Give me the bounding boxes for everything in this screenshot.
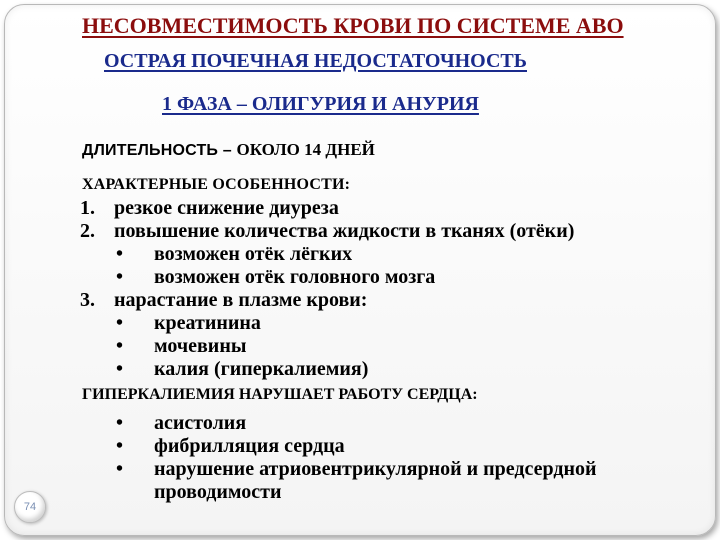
- bullet-icon: •: [116, 243, 124, 265]
- bullet-item: [116, 312, 261, 334]
- bullet-icon: •: [116, 458, 124, 480]
- bullet-item: [116, 412, 246, 434]
- bullet-text: нарушение атриовентрикулярной и предсердной: [154, 458, 597, 480]
- duration-line: [82, 140, 375, 160]
- page-number: 74: [23, 501, 37, 513]
- bullet-text: асистолия: [154, 412, 247, 434]
- bullet-item: [116, 335, 246, 357]
- duration-label: ДЛИТЕЛЬНОСТЬ –: [82, 142, 237, 159]
- bullet-text: фибрилляция сердца: [154, 435, 345, 457]
- phase-heading: 1 ФАЗА – ОЛИГУРИЯ И АНУРИЯ: [162, 93, 479, 115]
- slide-title: НЕСОВМЕСТИМОСТЬ КРОВИ ПО СИСТЕМЕ АВО: [82, 13, 624, 38]
- bullet-icon: •: [116, 435, 124, 457]
- list-number: 3.: [80, 289, 95, 311]
- bullet-text: мочевины: [154, 335, 247, 357]
- bullet-item: [116, 358, 368, 380]
- bullet-item: [116, 243, 352, 265]
- hyperkalemia-heading: ГИПЕРКАЛИЕМИЯ НАРУШАЕТ РАБОТУ СЕРДЦА:: [82, 386, 478, 403]
- list-item-text: повышение количества жидкости в тканях (отёки): [114, 220, 575, 242]
- duration-value: ОКОЛО 14 ДНЕЙ: [236, 140, 375, 159]
- bullet-icon: •: [116, 266, 124, 288]
- bullet-text: калия (гиперкалиемия): [154, 358, 369, 380]
- bullet-text: проводимости: [154, 481, 282, 503]
- bullet-icon: •: [116, 412, 124, 434]
- bullet-item: [116, 266, 435, 288]
- bullet-text: возможен отёк головного мозга: [154, 266, 436, 288]
- bullet-continuation: [154, 481, 281, 503]
- list-item: [80, 289, 367, 311]
- slide-subtitle: ОСТРАЯ ПОЧЕЧНАЯ НЕДОСТАТОЧНОСТЬ: [104, 50, 527, 72]
- bullet-icon: •: [116, 335, 124, 357]
- list-number: 1.: [80, 197, 95, 219]
- bullet-icon: •: [116, 358, 124, 380]
- list-item: [80, 220, 574, 242]
- page-number-badge: [14, 491, 46, 523]
- list-item-text: резкое снижение диуреза: [114, 197, 339, 219]
- bullet-text: возможен отёк лёгких: [154, 243, 353, 265]
- bullet-icon: •: [116, 312, 124, 334]
- bullet-item: [116, 435, 345, 457]
- bullet-text: креатинина: [154, 312, 261, 334]
- bullet-item: [116, 458, 597, 480]
- features-heading: ХАРАКТЕРНЫЕ ОСОБЕННОСТИ:: [82, 176, 351, 193]
- list-number: 2.: [80, 220, 95, 242]
- list-item-text: нарастание в плазме крови:: [114, 289, 368, 311]
- list-item: [80, 197, 339, 219]
